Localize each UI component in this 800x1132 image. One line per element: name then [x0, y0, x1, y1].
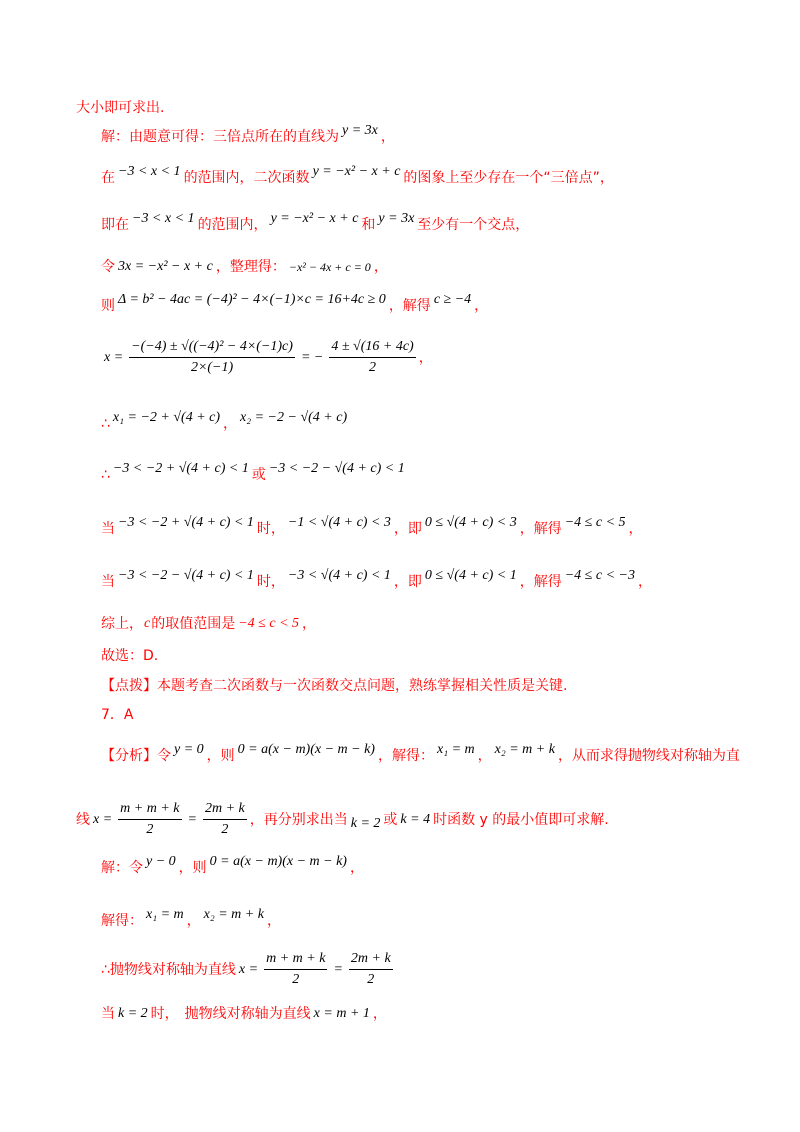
text-line-13: 故选：D.	[101, 648, 159, 664]
text-line-20: ∴抛物线对称轴为直线 x = $\frac{m + m + k}{2}$ = $\frac{2m + k}{2}$	[101, 951, 391, 987]
formula: −4 ≤ c < 5	[564, 515, 626, 530]
fraction: $\frac{2m + k}{2}$	[350, 951, 391, 987]
formula: −3 < −2 + √(4 + c) < 1	[112, 461, 249, 476]
formula: k = 4	[400, 811, 431, 827]
formula: y = 0	[174, 742, 204, 757]
text-line-7: x = $\frac{\text{−(−4) ± √((−4)² − 4×(−1)c)}}{2\times(-1)}$ = − $\frac{4 \pm √(16 + 4c)}{2}$ ，	[104, 339, 433, 375]
text-line-19: 解得： x₁ = m ， x₂ = m + k ，	[101, 907, 281, 929]
formula: y = 3x	[342, 123, 378, 138]
formula: x₁ = m	[146, 907, 184, 922]
formula: x = m + 1	[313, 1006, 370, 1021]
formula: −3 < −2 + √(4 + c) < 1	[118, 515, 254, 530]
fraction: $\frac{\text{−(−4) ± √((−4)² − 4×(−1)c)}}{2\times(-1)}$	[131, 339, 293, 375]
fraction: $\frac{m + m + k}{2}$	[266, 951, 326, 987]
formula: 0 ≤ √(4 + c) < 1	[424, 568, 517, 583]
formula: Δ = b² − 4ac = (−4)² − 4×(−1)×c = 16+4c ≥ 0	[118, 292, 386, 307]
text-line-9: ∴ −3 < −2 + √(4 + c) < 1 或 −3 < −2 − √(4 + c) < 1	[101, 465, 408, 485]
text-line-1: 大小即可求出.	[76, 100, 165, 116]
formula: x₂ = −2 − √(4 + c)	[240, 410, 348, 425]
formula: k = 2	[350, 815, 381, 831]
text-line-15: 7．A	[101, 707, 134, 723]
formula: −1 < √(4 + c) < 3	[287, 515, 391, 530]
formula: y = −x² − x + c	[312, 164, 401, 179]
formula: −x² − 4x + c = 0	[288, 260, 371, 274]
fraction: $\frac{4 \pm √(16 + 4c)}{2}$	[331, 339, 414, 375]
text-line-17: 线 x = $\frac{m + m + k}{2}$ = $\frac{2m + k}{2}$ ，再分别求出当 k = 2 或 k = 4 时函数 y 的最小值即可求解.	[76, 801, 609, 837]
fraction: $\frac{m + m + k}{2}$	[120, 801, 180, 837]
formula: −4 ≤ c < 5	[238, 616, 300, 631]
formula: x₂ = m + k	[203, 907, 264, 922]
fraction: $\frac{2m + k}{2}$	[204, 801, 245, 837]
formula: −3 < −2 − √(4 + c) < 1	[268, 461, 405, 476]
formula: 3x = −x² − x + c	[118, 259, 213, 274]
formula: −4 ≤ c < −3	[564, 568, 635, 583]
formula: x₁ = m	[436, 742, 475, 757]
formula: x₂ = m + k	[494, 742, 555, 757]
text-line-5: 令 3x = −x² − x + c ，整理得： −x² − 4x + c = 0 ，	[101, 259, 388, 275]
text-line-21: 当 k = 2 时， 抛物线对称轴为直线 x = m + 1 ，	[101, 1006, 387, 1022]
text-line-8: ∴ x₁ = −2 + √(4 + c) ， x₂ = −2 − √(4 + c)	[101, 414, 350, 434]
text-line-10: 当 −3 < −2 + √(4 + c) < 1 时， −1 < √(4 + c) < 3 ，即 0 ≤ √(4 + c) < 3 ，解得 −4 ≤ c < 5 ，	[101, 515, 643, 537]
formula: y = −x² − x + c	[270, 211, 359, 226]
formula: −3 < −2 − √(4 + c) < 1	[118, 568, 254, 583]
formula: c	[144, 616, 151, 631]
text-line-11: 当 −3 < −2 − √(4 + c) < 1 时， −3 < √(4 + c) < 1 ，即 0 ≤ √(4 + c) < 1 ，解得 −4 ≤ c < −3 ，	[101, 568, 652, 590]
formula: k = 2	[118, 1006, 148, 1021]
text-line-12: 综上， c 的取值范围是 −4 ≤ c < 5 ，	[101, 616, 317, 632]
text-line-6: 则 Δ = b² − 4ac = (−4)² − 4×(−1)×c = 16+4c ≥ 0 ，解得 c ≥ −4 ，	[101, 292, 489, 314]
text-line-16: 【分析】令 y = 0 ，则 0 = a(x − m)(x − m − k) ，解得： x₁ = m ， x₂ = m + k ，从而求得抛物线对称轴为直	[101, 742, 740, 764]
formula: c ≥ −4	[433, 292, 472, 307]
text-line-4: 即在 −3 < x < 1 的范围内， y = −x² − x + c 和 y = 3x 至少有一个交点，	[101, 211, 530, 233]
formula: 0 ≤ √(4 + c) < 3	[424, 515, 517, 530]
formula: 0 = a(x − m)(x − m − k)	[209, 854, 347, 869]
formula: y = 3x	[378, 211, 415, 226]
formula: x₁ = −2 + √(4 + c)	[112, 410, 221, 425]
text-line-3: 在 −3 < x < 1 的范围内，二次函数 y = −x² − x + c 的图象上至少存在一个“三倍点”，	[101, 164, 614, 186]
formula: −3 < √(4 + c) < 1	[287, 568, 391, 583]
formula: y − 0	[146, 854, 176, 869]
text-line-14: 【点拨】本题考查二次函数与一次函数交点问题，熟练掌握相关性质是关键.	[101, 678, 568, 694]
formula: 0 = a(x − m)(x − m − k)	[237, 742, 375, 757]
text-line-2: 解：由题意可得：三倍点所在的直线为 y = 3x ，	[101, 123, 395, 145]
formula: −3 < x < 1	[118, 164, 181, 179]
formula: −3 < x < 1	[132, 211, 195, 226]
text-line-18: 解：令 y − 0 ，则 0 = a(x − m)(x − m − k) ，	[101, 854, 364, 876]
